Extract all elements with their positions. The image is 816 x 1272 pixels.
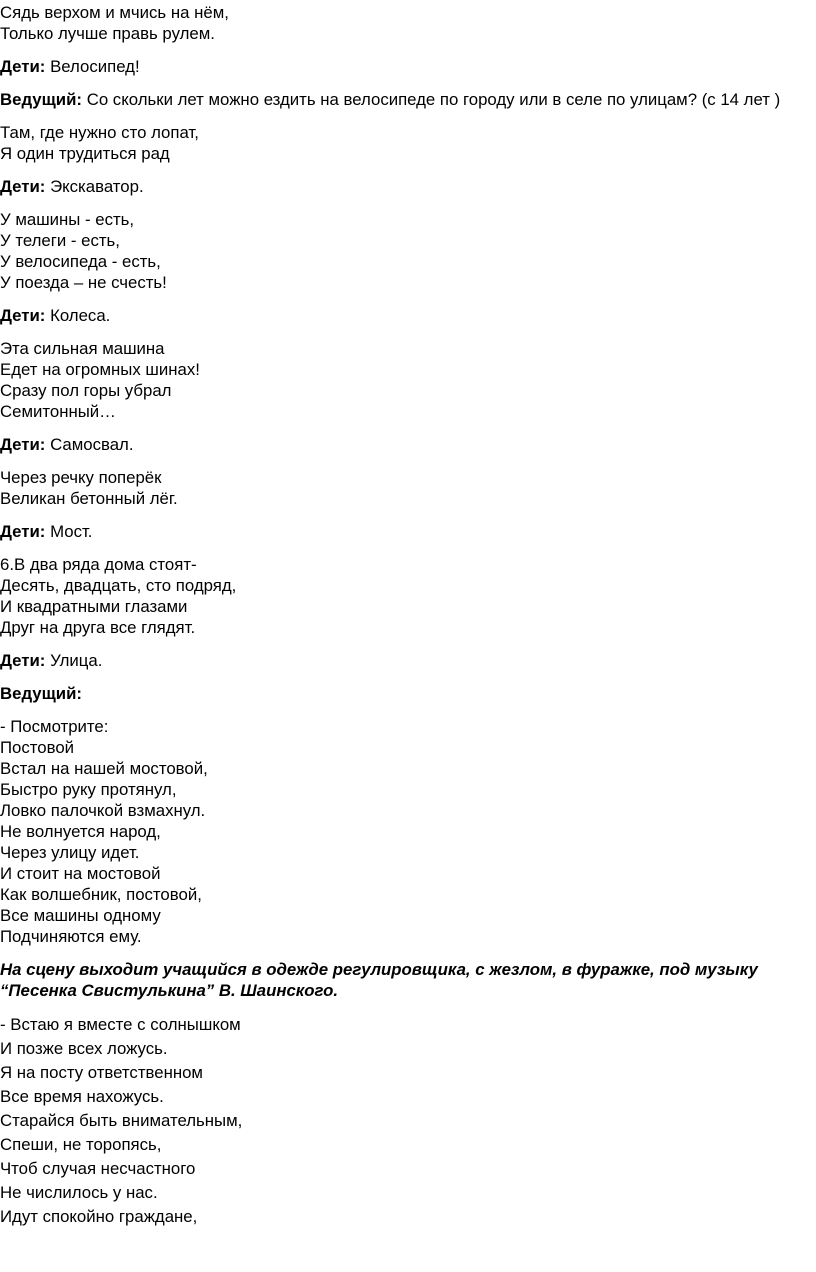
speech-text: Колеса.	[45, 306, 111, 325]
verse-line: 6.В два ряда дома стоят-	[0, 555, 197, 574]
verse-line: Я один трудиться рад	[0, 144, 170, 163]
verse-line: Спеши, не торопясь,	[0, 1135, 162, 1154]
riddle-dump-truck	[0, 338, 816, 422]
stage-direction	[0, 959, 816, 1001]
poem-traffic-controller	[0, 1013, 816, 1229]
riddle-street	[0, 554, 816, 638]
verse-line: Подчиняются ему.	[0, 927, 142, 946]
verse-line: Там, где нужно сто лопат,	[0, 123, 199, 142]
speech-text: Велосипед!	[45, 57, 140, 76]
speech-text: Мост.	[45, 522, 93, 541]
verse-line: Как волшебник, постовой,	[0, 885, 202, 904]
verse-line: Десять, двадцать, сто подряд,	[0, 576, 237, 595]
verse-line: И квадратными глазами	[0, 597, 188, 616]
answer-street	[0, 650, 816, 671]
speech-text: Со скольки лет можно ездить на велосипеде по городу или в селе по улицам? (с 14 лет )	[82, 90, 781, 109]
verse-line: Семитонный…	[0, 402, 116, 421]
verse-line: Не числилось у нас.	[0, 1183, 158, 1202]
riddle-bicycle	[0, 2, 816, 44]
answer-bicycle	[0, 56, 816, 77]
verse-line: Только лучше правь рулем.	[0, 24, 215, 43]
speech-line	[0, 89, 816, 110]
verse-line: Великан бетонный лёг.	[0, 489, 178, 508]
speech-line	[0, 176, 816, 197]
riddle-excavator	[0, 122, 816, 164]
verse-line: Быстро руку протянул,	[0, 780, 177, 799]
speaker-label: Дети:	[0, 435, 46, 454]
verse-line: Через улицу идет.	[0, 843, 140, 862]
poem-policeman	[0, 716, 816, 947]
speaker-label: Дети:	[0, 177, 46, 196]
verse-line: Чтоб случая несчастного	[0, 1159, 196, 1178]
verse-line: Старайся быть внимательным,	[0, 1111, 243, 1130]
speech-text: Экскаватор.	[45, 177, 144, 196]
speaker-label: Дети:	[0, 651, 46, 670]
verse-line: Постовой	[0, 738, 75, 757]
host-label	[0, 683, 816, 704]
verse-line: Встал на нашей мостовой,	[0, 759, 208, 778]
verse-line: Сядь верхом и мчись на нём,	[0, 3, 229, 22]
verse-line: Ловко палочкой взмахнул.	[0, 801, 206, 820]
speech-line	[0, 521, 816, 542]
verse-line: И позже всех ложусь.	[0, 1039, 168, 1058]
verse-line: - Посмотрите:	[0, 717, 109, 736]
verse-line: И стоит на мостовой	[0, 864, 161, 883]
answer-bridge	[0, 521, 816, 542]
verse-line: Все время нахожусь.	[0, 1087, 164, 1106]
verse-line: Идут спокойно граждане,	[0, 1207, 198, 1226]
speaker-label: Ведущий:	[0, 684, 83, 703]
verse-line: У поезда – не счесть!	[0, 273, 167, 292]
verse-line: Сразу пол горы убрал	[0, 381, 172, 400]
verse-line: - Встаю я вместе с солнышком	[0, 1015, 241, 1034]
verse-line: Не волнуется народ,	[0, 822, 161, 841]
verse-line: У машины - есть,	[0, 210, 135, 229]
verse-line: Все машины одному	[0, 906, 161, 925]
verse-line: У велосипеда - есть,	[0, 252, 161, 271]
verse-line: Эта сильная машина	[0, 339, 165, 358]
speaker-label: Ведущий:	[0, 90, 83, 109]
speaker-label: Дети:	[0, 57, 46, 76]
verse-line: Через речку поперёк	[0, 468, 162, 487]
verse-line: У телеги - есть,	[0, 231, 120, 250]
speech-text: Улица.	[45, 651, 103, 670]
speech-line	[0, 683, 816, 704]
verse-line: Я на посту ответственном	[0, 1063, 203, 1082]
speech-line	[0, 305, 816, 326]
riddle-wheels	[0, 209, 816, 293]
speech-line	[0, 650, 816, 671]
stage-direction-text: На сцену выходит учащийся в одежде регулировщика, с жезлом, в фуражке, под музыку “Песенка Свистулькина” В. Шаинского.	[0, 960, 758, 1000]
verse-line: Едет на огромных шинах!	[0, 360, 200, 379]
answer-excavator	[0, 176, 816, 197]
speaker-label: Дети:	[0, 306, 46, 325]
speech-line	[0, 56, 816, 77]
speech-line	[0, 434, 816, 455]
speech-text: Самосвал.	[45, 435, 134, 454]
host-question	[0, 89, 816, 110]
verse-line: Друг на друга все глядят.	[0, 618, 196, 637]
answer-dump-truck	[0, 434, 816, 455]
answer-wheels	[0, 305, 816, 326]
riddle-bridge	[0, 467, 816, 509]
speaker-label: Дети:	[0, 522, 46, 541]
